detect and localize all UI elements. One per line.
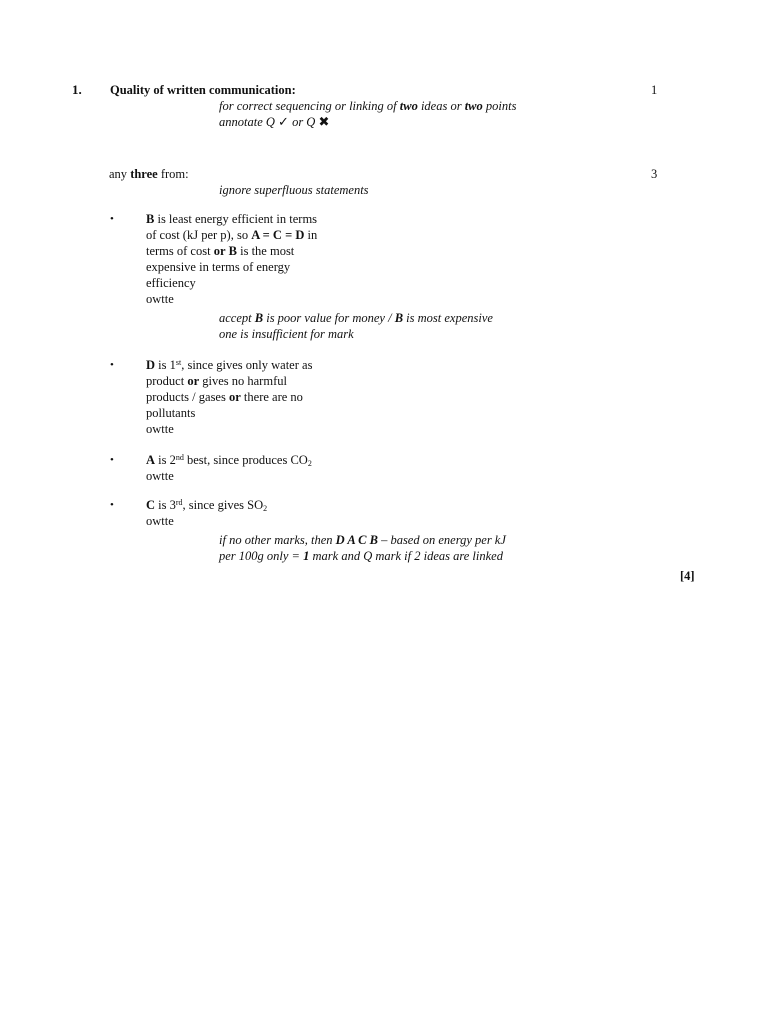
point-b bbox=[146, 211, 317, 307]
point-line: C is 3rd, since gives $SO_2$ bbox=[146, 498, 268, 513]
qwc-guidance-line1: for correct sequencing or linking of two ideas or two points bbox=[219, 99, 517, 113]
point-line: products / gases or there are no bbox=[146, 390, 303, 404]
ignore-note: ignore superfluous statements bbox=[219, 183, 369, 197]
point-line: D is 1st, since gives only water as bbox=[146, 358, 313, 372]
point-line: B is least energy efficient in terms bbox=[146, 212, 318, 226]
point-line: terms of cost or B is the most bbox=[146, 244, 295, 258]
point-line: owtte bbox=[146, 292, 174, 306]
point-c-note2: per 100g only = 1 mark and Q mark if 2 ideas are linked bbox=[219, 549, 503, 563]
point-line: expensive in terms of energy bbox=[146, 260, 291, 274]
point-line: A is 2nd best, since produces $CO_2$ bbox=[146, 453, 312, 468]
question-number: 1. bbox=[72, 82, 82, 97]
point-line: owtte bbox=[146, 514, 174, 528]
bullet-icon: • bbox=[110, 359, 114, 371]
point-c-note1: if no other marks, then D A C B – based on energy per kJ bbox=[219, 533, 506, 547]
point-d bbox=[146, 357, 312, 437]
any-three-from: any three from: bbox=[109, 167, 189, 181]
point-line: owtte bbox=[146, 469, 174, 483]
question-title: Quality of written communication: bbox=[110, 83, 296, 97]
point-c bbox=[146, 497, 267, 529]
point-line: product or gives no harmful bbox=[146, 374, 287, 388]
bullet-icon: • bbox=[110, 454, 114, 466]
points-mark: 3 bbox=[651, 167, 658, 181]
bullet-icon: • bbox=[110, 213, 114, 225]
point-a bbox=[146, 452, 312, 484]
bullet-icon: • bbox=[110, 499, 114, 511]
point-line: owtte bbox=[146, 422, 174, 436]
point-line: efficiency bbox=[146, 276, 196, 290]
point-b-note1: accept B is poor value for money / B is most expensive bbox=[219, 311, 493, 325]
tick-icon: ✓ bbox=[278, 114, 289, 129]
qwc-guidance-line2: annotate Q ✓ or Q ✖ bbox=[219, 114, 330, 129]
total-marks: [4] bbox=[680, 569, 695, 583]
qwc-mark: 1 bbox=[651, 83, 658, 97]
point-line: pollutants bbox=[146, 406, 196, 420]
point-line: of cost (kJ per p), so A = C = D in bbox=[146, 228, 318, 242]
point-b-note2: one is insufficient for mark bbox=[219, 327, 354, 341]
cross-icon: ✖ bbox=[318, 114, 330, 129]
